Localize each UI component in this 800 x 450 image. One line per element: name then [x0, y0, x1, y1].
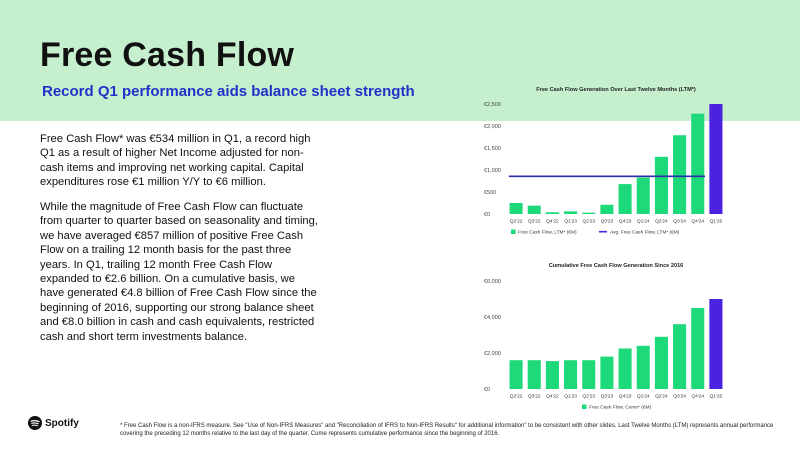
legend-label: Avg. Free Cash Flow, LTM* (€M) — [610, 230, 680, 236]
y-tick-label: €2,000 — [484, 124, 501, 130]
x-tick-label: Q4'23 — [618, 219, 632, 225]
y-tick-label: €0 — [484, 387, 491, 393]
y-tick-label: €1,000 — [484, 168, 501, 174]
bar — [600, 357, 613, 389]
x-tick-label: Q1'25 — [709, 394, 723, 400]
bar — [582, 360, 595, 389]
y-tick-label: €4,000 — [484, 315, 501, 321]
bar — [637, 177, 650, 214]
x-tick-label: Q3'22 — [527, 219, 541, 225]
x-tick-label: Q3'23 — [600, 219, 614, 225]
bar — [673, 324, 686, 389]
x-tick-label: Q4'24 — [691, 219, 705, 225]
chart-title: Cumulative Free Cash Flow Generation Since 2016 — [548, 263, 684, 269]
x-tick-label: Q3'22 — [527, 394, 541, 400]
x-tick-label: Q1'23 — [564, 219, 577, 225]
x-tick-label: Q1'25 — [709, 219, 723, 225]
x-tick-label: Q2'22 — [509, 394, 523, 400]
bar — [655, 157, 668, 214]
y-tick-label: €2,000 — [484, 351, 501, 357]
x-tick-label: Q2'23 — [582, 219, 596, 225]
body-paragraph-2: While the magnitude of Free Cash Flow can fluctuate from quarter to quarter based on seasonality and timing, we have averaged €857 million of positive Free Cash Flow on a trailing 12 month basis for the past three years. In Q1, trailing 12 month Free Cash Flow expanded to €2.6 billion. On a cumulative basis, we have generated €4.8 billion of Free Cash Flow since the beginning of 2016, supporting our strong balance sheet and €8.0 billion in cash and cash equivalents, restricted cash and short term investments balance. — [40, 201, 318, 343]
bar — [655, 337, 668, 389]
bar — [582, 213, 595, 214]
y-tick-label: €6,000 — [484, 279, 501, 285]
page-title: Free Cash Flow — [40, 36, 295, 74]
y-tick-label: €500 — [484, 190, 497, 196]
spotify-logo-icon — [28, 416, 42, 430]
bar — [691, 308, 704, 389]
bar — [619, 184, 632, 214]
x-tick-label: Q4'22 — [546, 219, 559, 225]
x-tick-label: Q4'24 — [691, 394, 705, 400]
bar — [709, 299, 722, 389]
x-tick-label: Q2'24 — [655, 394, 668, 400]
x-tick-label: Q3'23 — [600, 394, 614, 400]
bar — [510, 360, 523, 389]
x-tick-label: Q3'24 — [673, 219, 686, 225]
legend-swatch — [582, 405, 587, 410]
x-tick-label: Q1'24 — [636, 219, 650, 225]
bar — [637, 346, 650, 389]
x-tick-label: Q2'24 — [655, 219, 668, 225]
page-subtitle: Record Q1 performance aids balance sheet strength — [42, 83, 415, 100]
y-tick-label: €1,500 — [484, 146, 501, 152]
footnote: * Free Cash Flow is a non-IFRS measure. See "Use of Non-IFRS Measures" and "Reconciliation of IFRS to Non-IFRS Results" for additional information" to be consistent with other slides. Last Twelve Months (LTM) represents annual performance covering the preceding 12 months relative to the last day of the quarter. Cume represents cumulative performance since the beginning of 2016. — [120, 423, 774, 437]
bar — [600, 205, 613, 214]
body-paragraph-1: Free Cash Flow* was €534 million in Q1, a record high Q1 as a result of higher Net Income adjusted for non-cash items and improving net working capital. Capital expenditures rose €1 million Y/Y to €6 million. — [40, 133, 311, 189]
bar — [564, 360, 577, 389]
legend-swatch — [511, 230, 516, 235]
legend-label: Free Cash Flow, Cume* (€M) — [589, 405, 652, 411]
x-tick-label: Q3'24 — [673, 394, 686, 400]
bar — [510, 203, 523, 214]
y-tick-label: €0 — [484, 212, 491, 218]
bar — [709, 104, 722, 214]
spotify-logo — [28, 416, 79, 430]
bar — [619, 349, 632, 390]
bar — [673, 135, 686, 214]
legend-label: Free Cash Flow, LTM* (€M) — [518, 230, 577, 236]
bar — [691, 114, 704, 214]
cumulative-fcf-chart — [475, 262, 775, 422]
x-tick-label: Q4'23 — [618, 394, 632, 400]
bar — [564, 211, 577, 214]
x-tick-label: Q4'22 — [546, 394, 559, 400]
bar — [528, 206, 541, 214]
logo-wordmark: Spotify — [45, 417, 79, 429]
y-tick-label: €2,500 — [484, 102, 501, 108]
bar — [546, 212, 559, 214]
bar — [546, 361, 559, 389]
ltm-fcf-chart — [475, 86, 775, 246]
x-tick-label: Q1'23 — [564, 394, 577, 400]
chart-title: Free Cash Flow Generation Over Last Twelve Months (LTM*) — [536, 87, 696, 93]
x-tick-label: Q2'23 — [582, 394, 596, 400]
x-tick-label: Q2'22 — [509, 219, 523, 225]
x-tick-label: Q1'24 — [636, 394, 650, 400]
bar — [528, 360, 541, 389]
